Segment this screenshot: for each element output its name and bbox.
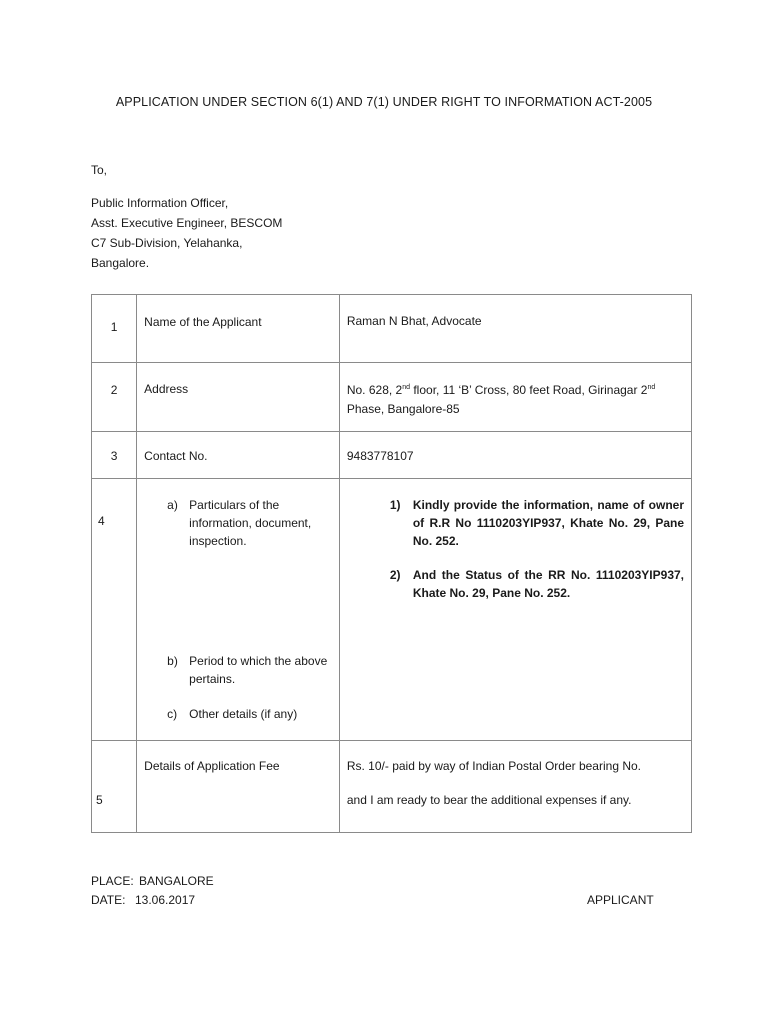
label-cell	[137, 363, 340, 432]
place-value: BANGALORE	[139, 874, 214, 888]
value-cell	[339, 295, 691, 363]
item-marker: 1)	[389, 498, 401, 512]
document-title: APPLICATION UNDER SECTION 6(1) AND 7(1) UNDER RIGHT TO INFORMATION ACT-2005	[115, 95, 653, 109]
row-number-cell	[92, 741, 137, 833]
value-cell	[339, 432, 691, 479]
label-cell	[137, 741, 340, 833]
table-row	[92, 741, 692, 833]
place-label: PLACE:	[91, 874, 134, 888]
address-part: floor, 11 ‘B’ Cross, 80 feet Road, Girinagar 2	[410, 383, 648, 397]
request-list	[340, 496, 691, 602]
fee-note: and I am ready to bear the additional expenses if any.	[346, 793, 632, 807]
row-number: 4	[98, 514, 105, 528]
address-value	[340, 363, 691, 419]
row-number-cell	[92, 432, 137, 479]
row-number-cell	[92, 363, 137, 432]
fee-label: Details of Application Fee	[144, 759, 280, 773]
row-number: 5	[96, 793, 103, 807]
label-cell	[137, 295, 340, 363]
date-value: 13.06.2017	[135, 893, 196, 907]
period-text: Period to which the above pertains.	[189, 654, 328, 686]
fee-value: Rs. 10/- paid by way of Indian Postal Order bearing No.	[346, 759, 641, 773]
label-cell	[137, 432, 340, 479]
applicant-name-value: Raman N Bhat, Advocate	[346, 314, 482, 328]
request-item	[340, 496, 684, 550]
request-text: And the Status of the RR No. 1110203YIP937, Khate No. 29, Pane No. 252.	[412, 568, 684, 600]
addressee-line-1: Public Information Officer,	[91, 196, 229, 210]
value-cell	[339, 479, 691, 741]
addressee-line-3: C7 Sub-Division, Yelahanka,	[91, 236, 243, 250]
label-cell	[137, 479, 340, 741]
addressee-line-4: Bangalore.	[91, 256, 150, 270]
item-marker: a)	[167, 498, 178, 512]
contact-label: Contact No.	[144, 449, 208, 463]
row-number: 3	[110, 449, 118, 463]
other-details-text: Other details (if any)	[189, 707, 298, 721]
other-details-item	[137, 705, 339, 723]
value-cell	[339, 741, 691, 833]
particulars-text: Particulars of the information, document, inspection.	[189, 498, 312, 548]
ordinal-suffix: nd	[402, 384, 411, 391]
table-row	[92, 432, 692, 479]
address-part: Phase, Bangalore-85	[346, 402, 460, 416]
address-label: Address	[144, 382, 189, 396]
row-number-cell	[92, 295, 137, 363]
table-row	[92, 479, 692, 741]
row-number-cell	[92, 479, 137, 741]
date-label: DATE:	[91, 893, 126, 907]
item-marker: 2)	[389, 568, 401, 582]
table-row	[92, 295, 692, 363]
request-item	[340, 566, 684, 602]
ordinal-suffix: nd	[647, 384, 656, 391]
period-item	[137, 652, 339, 688]
item-marker: c)	[167, 707, 178, 721]
salutation: To,	[91, 163, 108, 177]
particulars-item	[137, 496, 339, 550]
item-marker: b)	[167, 654, 178, 668]
row-number: 1	[110, 320, 118, 334]
table-row	[92, 363, 692, 432]
row-number: 2	[110, 383, 118, 397]
value-cell	[339, 363, 691, 432]
address-part: No. 628, 2	[346, 383, 403, 397]
contact-value: 9483778107	[346, 449, 414, 463]
application-table	[91, 294, 692, 833]
signature-label: APPLICANT	[587, 893, 654, 907]
request-text: Kindly provide the information, name of owner of R.R No 1110203YIP937, Khate No. 29, Pane No. 252.	[412, 498, 684, 548]
addressee-line-2: Asst. Executive Engineer, BESCOM	[91, 216, 283, 230]
applicant-name-label: Name of the Applicant	[144, 315, 262, 329]
